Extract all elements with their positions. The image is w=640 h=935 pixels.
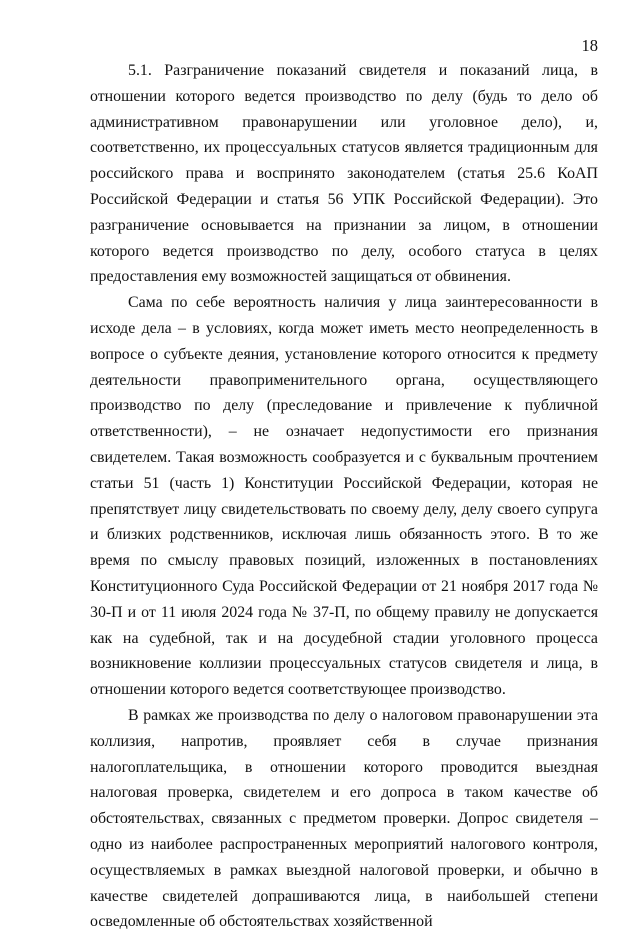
paragraph: 5.1. Разграничение показаний свидетеля и показаний лица, в отношении которого ведется производство по делу (будь то дело об административном правонарушении или уголовное дело), и, соответственно, их процессуальных статусов является традиционным для российского права и воспринято законодателем (статья 25.6 КоАП Российской Федерации и статья 56 УПК Российской Федерации). Это разграничение основывается на признании за лицом, в отношении которого ведется производство по делу, особого статуса в целях предоставления ему возможностей защищаться от обвинения. [90,62,598,286]
paragraph: Сама по себе вероятность наличия у лица заинтересованности в исходе дела – в условиях, когда может иметь место неопределенность в вопросе о субъекте деяния, установление которого относится к предмету деятельности правоприменительного органа, осуществляющего производство по делу (преследование и привлечение к публичной ответственности), – не означает недопустимости его признания свидетелем. Такая возможность сообразуется и с буквальным прочтением статьи 51 (часть 1) Конституции Российской Федерации, которая не препятствует лицу свидетельствовать по своему делу, делу своего супруга и близких родственников, исключая лишь обязанность этого. В то же время по смыслу правовых позиций, изложенных в постановлениях Конституционного Суда Российской Федерации от 21 ноября 2017 года № 30-П и от 11 июля 2024 года № 37-П, по общему правилу не допускается как на судебной, так и на досудебной стадии уголовного процесса возникновение коллизии процессуальных статусов свидетеля и лица, в отношении которого ведется соответствующее производство. [90,294,598,699]
body-text [90,58,598,935]
page-number: 18 [581,36,598,55]
paragraph: В рамках же производства по делу о налоговом правонарушении эта коллизия, напротив, проявляет себя в случае признания налогоплательщика, в отношении которого проводится выездная налоговая проверка, свидетелем и его допроса в таком качестве об обстоятельствах, связанных с предметом проверки. Допрос свидетеля – одно из наиболее распространенных мероприятий налогового контроля, осуществляемых в рамках выездной налоговой проверки, и обычно в качестве свидетелей допрашиваются лица, в наибольшей степени осведомленные об обстоятельствах хозяйственной [90,706,598,931]
